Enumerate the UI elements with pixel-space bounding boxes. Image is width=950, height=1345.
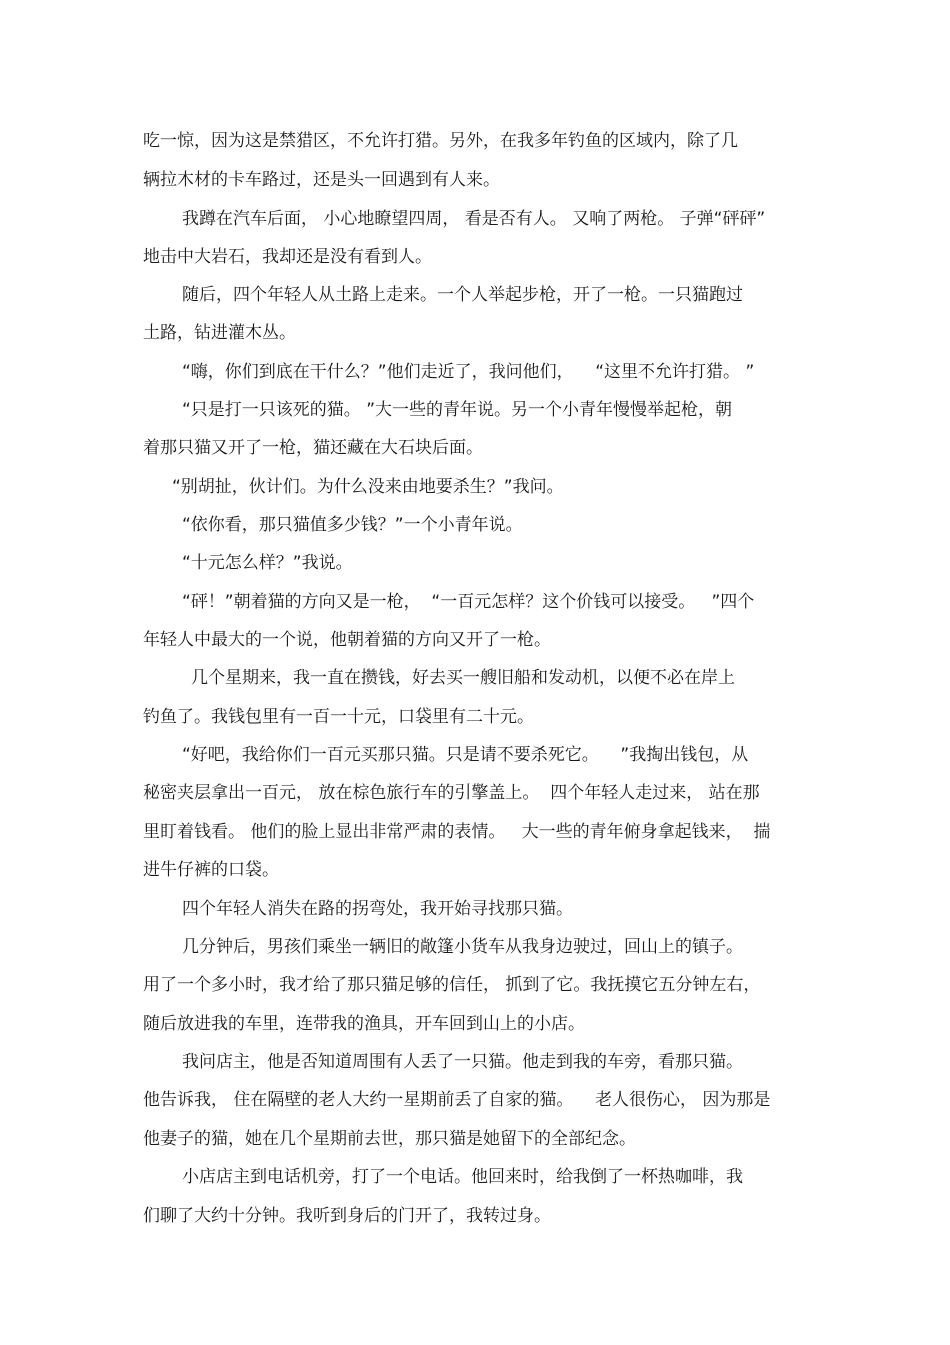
text-line-19: 里盯着钱看。 他们的脸上显出非常严肃的表情。 大一些的青年俯身拿起钱来， 揣 (143, 822, 771, 842)
text-line-20: 进牛仔裤的口袋。 (143, 860, 279, 880)
text-line-15: 几个星期来，我一直在攒钱，好去买一艘旧船和发动机，以便不必在岸上 (191, 668, 735, 688)
text-line-6: 土路，钻进灌木丛。 (143, 323, 296, 343)
text-line-28: 小店店主到电话机旁，打了一个电话。他回来时，给我倒了一杯热咖啡，我 (182, 1167, 743, 1187)
text-line-18: 秘密夹层拿出一百元， 放在棕色旅行车的引擎盖上。 四个年轻人走过来， 站在那 (143, 783, 760, 803)
text-line-29: 们聊了大约十分钟。我听到身后的门开了，我转过身。 (143, 1206, 551, 1226)
text-line-24: 随后放进我的车里，连带我的渔具，开车回到山上的小店。 (143, 1014, 585, 1034)
text-line-5: 随后，四个年轻人从土路上走来。一个人举起步枪，开了一枪。一只猫跑过 (182, 285, 743, 305)
text-line-23: 用了一个多小时，我才给了那只猫足够的信任， 抓到了它。我抚摸它五分钟左右， (143, 975, 761, 995)
text-line-9: 着那只猫又开了一枪，猫还藏在大石块后面。 (143, 438, 483, 458)
text-line-22: 几分钟后，男孩们乘坐一辆旧的敞篷小货车从我身边驶过，回山上的镇子。 (182, 937, 743, 957)
text-line-25: 我问店主，他是否知道周围有人丢了一只猫。他走到我的车旁，看那只猫。 (182, 1052, 743, 1072)
text-line-21: 四个年轻人消失在路的拐弯处，我开始寻找那只猫。 (182, 899, 573, 919)
text-line-27: 他妻子的猫，她在几个星期前去世，那只猫是她留下的全部纪念。 (143, 1129, 636, 1149)
text-line-2: 辆拉木材的卡车路过，还是头一回遇到有人来。 (143, 170, 500, 190)
text-line-4: 地击中大岩石，我却还是没有看到人。 (143, 247, 432, 267)
text-line-1: 吃一惊，因为这是禁猎区，不允许打猎。另外，在我多年钓鱼的区域内，除了几 (143, 131, 738, 151)
text-line-13: “砰！”朝着猫的方向又是一枪， “一百元怎样？这个价钱可以接受。 ”四个 (182, 592, 755, 612)
text-line-10: “别胡扯，伙计们。为什么没来由地要杀生？”我问。 (172, 477, 564, 497)
text-line-8: “只是打一只该死的猫。 ”大一些的青年说。另一个小青年慢慢举起枪，朝 (182, 400, 733, 420)
text-line-3: 我蹲在汽车后面， 小心地瞭望四周， 看是否有人。 又响了两枪。 子弹“砰砰” (182, 209, 766, 229)
text-line-11: “依你看，那只猫值多少钱？”一个小青年说。 (182, 515, 523, 535)
text-line-17: “好吧，我给你们一百元买那只猫。只是请不要杀死它。 ”我掏出钱包，从 (182, 745, 749, 765)
text-line-14: 年轻人中最大的一个说，他朝着猫的方向又开了一枪。 (143, 630, 551, 650)
text-line-12: “十元怎么样？”我说。 (182, 553, 353, 573)
text-line-7: “嗨，你们到底在干什么？”他们走近了，我问他们， “这里不允许打猎。 ” (182, 362, 755, 382)
text-line-16: 钓鱼了。我钱包里有一百一十元，口袋里有二十元。 (143, 707, 534, 727)
text-line-26: 他告诉我， 住在隔壁的老人大约一星期前丢了自家的猫。 老人很伤心， 因为那是 (143, 1090, 771, 1110)
